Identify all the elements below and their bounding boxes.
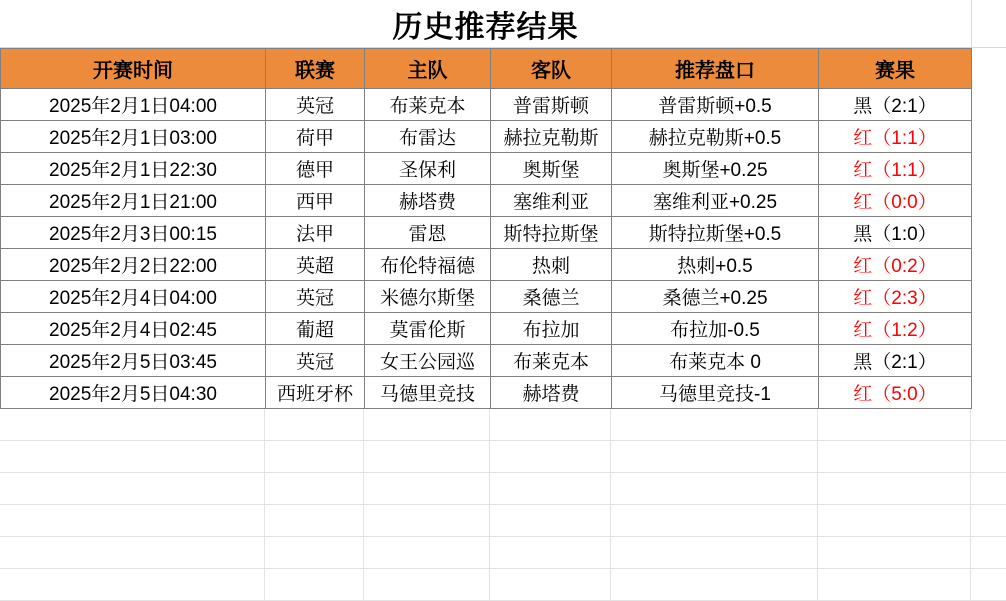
empty-cell[interactable]	[0, 473, 265, 505]
cell-away[interactable]: 奥斯堡	[491, 153, 612, 185]
cell-home[interactable]: 雷恩	[365, 217, 491, 249]
empty-cell[interactable]	[611, 473, 818, 505]
empty-cell[interactable]	[818, 441, 971, 473]
table-row	[1, 121, 972, 153]
cell-league[interactable]: 英超	[266, 249, 365, 281]
title-row	[0, 0, 1006, 48]
cell-time[interactable]: 2025年2月5日04:30	[1, 377, 266, 409]
cell-league[interactable]: 英冠	[266, 281, 365, 313]
cell-home[interactable]: 莫雷伦斯	[365, 313, 491, 345]
cell-pick[interactable]: 布拉加-0.5	[612, 313, 819, 345]
result-text: 红（1:1）	[853, 128, 937, 149]
empty-cell[interactable]	[818, 473, 971, 505]
empty-cell[interactable]	[265, 409, 364, 441]
result-text: 黑（2:1）	[853, 352, 937, 373]
empty-cell[interactable]	[0, 537, 265, 569]
table-row	[1, 345, 972, 377]
empty-row	[0, 505, 1006, 537]
cell-time[interactable]: 2025年2月3日00:15	[1, 217, 266, 249]
cell-result[interactable]	[819, 313, 972, 345]
cell-pick[interactable]: 普雷斯顿+0.5	[612, 89, 819, 121]
empty-cell[interactable]	[971, 473, 1006, 505]
column-header-pick[interactable]: 推荐盘口	[612, 49, 819, 89]
cell-result[interactable]	[819, 89, 972, 121]
result-text: 红（0:2）	[853, 256, 937, 277]
table-row	[1, 249, 972, 281]
empty-cell[interactable]	[971, 441, 1006, 473]
empty-row	[0, 537, 1006, 569]
empty-cell[interactable]	[265, 569, 364, 601]
cell-away[interactable]: 热刺	[491, 249, 612, 281]
empty-cell[interactable]	[611, 505, 818, 537]
empty-row	[0, 409, 1006, 441]
cell-pick[interactable]: 布莱克本 0	[612, 345, 819, 377]
empty-cell[interactable]	[611, 409, 818, 441]
cell-pick[interactable]: 奥斯堡+0.25	[612, 153, 819, 185]
empty-cell[interactable]	[490, 409, 611, 441]
empty-cell[interactable]	[490, 569, 611, 601]
cell-pick[interactable]: 马德里竞技-1	[612, 377, 819, 409]
column-header-time[interactable]: 开赛时间	[1, 49, 266, 89]
cell-away[interactable]: 赫拉克勒斯	[491, 121, 612, 153]
empty-cell[interactable]	[0, 441, 265, 473]
cell-league[interactable]: 英冠	[266, 345, 365, 377]
cell-league[interactable]: 法甲	[266, 217, 365, 249]
cell-home[interactable]: 马德里竞技	[365, 377, 491, 409]
empty-cell[interactable]	[0, 569, 265, 601]
cell-league[interactable]: 西班牙杯	[266, 377, 365, 409]
empty-row	[0, 473, 1006, 505]
cell-league[interactable]: 葡超	[266, 313, 365, 345]
cell-pick[interactable]: 桑德兰+0.25	[612, 281, 819, 313]
empty-cell[interactable]	[0, 505, 265, 537]
cell-home[interactable]: 赫塔费	[365, 185, 491, 217]
empty-cell[interactable]	[971, 505, 1006, 537]
empty-cell[interactable]	[611, 537, 818, 569]
empty-cell[interactable]	[971, 569, 1006, 601]
page-title: 历史推荐结果	[0, 0, 971, 48]
empty-cell[interactable]	[364, 537, 490, 569]
cell-league[interactable]: 西甲	[266, 185, 365, 217]
empty-cell[interactable]	[818, 569, 971, 601]
cell-result[interactable]	[819, 345, 972, 377]
column-header-league[interactable]: 联赛	[266, 49, 365, 89]
cell-pick[interactable]: 热刺+0.5	[612, 249, 819, 281]
cell-time[interactable]: 2025年2月5日03:45	[1, 345, 266, 377]
cell-time[interactable]: 2025年2月2日22:00	[1, 249, 266, 281]
cell-away[interactable]: 布拉加	[491, 313, 612, 345]
table-row	[1, 377, 972, 409]
empty-cell[interactable]	[364, 569, 490, 601]
cell-result[interactable]	[819, 377, 972, 409]
empty-cell[interactable]	[265, 473, 364, 505]
empty-cell[interactable]	[818, 505, 971, 537]
empty-cell[interactable]	[364, 409, 490, 441]
cell-away[interactable]: 塞维利亚	[491, 185, 612, 217]
result-text: 红（1:1）	[853, 160, 937, 181]
result-text: 红（2:3）	[853, 288, 937, 309]
cell-home[interactable]: 米德尔斯堡	[365, 281, 491, 313]
empty-cell[interactable]	[0, 409, 265, 441]
empty-cell[interactable]	[490, 473, 611, 505]
cell-league[interactable]: 英冠	[266, 89, 365, 121]
history-results-table	[0, 48, 972, 409]
cell-pick[interactable]: 赫拉克勒斯+0.5	[612, 121, 819, 153]
column-header-away[interactable]: 客队	[491, 49, 612, 89]
empty-cell[interactable]	[818, 537, 971, 569]
table-header-row	[1, 49, 972, 89]
cell-home[interactable]: 布雷达	[365, 121, 491, 153]
cell-result[interactable]	[819, 281, 972, 313]
empty-row	[0, 441, 1006, 473]
cell-result[interactable]	[819, 121, 972, 153]
empty-rows-area	[0, 409, 1006, 601]
cell-result[interactable]	[819, 217, 972, 249]
empty-cell[interactable]	[364, 441, 490, 473]
empty-cell[interactable]	[490, 441, 611, 473]
result-text: 黑（2:1）	[853, 96, 937, 117]
result-text: 红（1:2）	[853, 320, 937, 341]
empty-cell[interactable]	[818, 409, 971, 441]
cell-pick[interactable]: 斯特拉斯堡+0.5	[612, 217, 819, 249]
cell-time[interactable]: 2025年2月1日21:00	[1, 185, 266, 217]
cell-time[interactable]: 2025年2月1日04:00	[1, 89, 266, 121]
cell-time[interactable]: 2025年2月4日02:45	[1, 313, 266, 345]
table-row	[1, 89, 972, 121]
cell-time[interactable]: 2025年2月1日22:30	[1, 153, 266, 185]
cell-result[interactable]	[819, 153, 972, 185]
empty-cell[interactable]	[265, 537, 364, 569]
empty-cell[interactable]	[265, 441, 364, 473]
cell-away[interactable]: 桑德兰	[491, 281, 612, 313]
cell-result[interactable]	[819, 185, 972, 217]
table-row	[1, 313, 972, 345]
cell-home[interactable]: 布莱克本	[365, 89, 491, 121]
table-row	[1, 281, 972, 313]
cell-result[interactable]	[819, 249, 972, 281]
result-text: 红（0:0）	[853, 192, 937, 213]
cell-pick[interactable]: 塞维利亚+0.25	[612, 185, 819, 217]
empty-cell[interactable]	[364, 505, 490, 537]
column-header-home[interactable]: 主队	[365, 49, 491, 89]
column-header-result[interactable]: 赛果	[819, 49, 972, 89]
result-text: 红（5:0）	[853, 384, 937, 405]
empty-cell[interactable]	[364, 473, 490, 505]
empty-cell[interactable]	[490, 505, 611, 537]
cell-league[interactable]: 荷甲	[266, 121, 365, 153]
cell-home[interactable]: 女王公园巡	[365, 345, 491, 377]
empty-cell[interactable]	[490, 537, 611, 569]
cell-time[interactable]: 2025年2月4日04:00	[1, 281, 266, 313]
cell-away[interactable]: 普雷斯顿	[491, 89, 612, 121]
result-text: 黑（1:0）	[853, 224, 937, 245]
cell-home[interactable]: 圣保利	[365, 153, 491, 185]
cell-league[interactable]: 德甲	[266, 153, 365, 185]
empty-cell[interactable]	[265, 505, 364, 537]
table-row	[1, 153, 972, 185]
cell-away[interactable]: 赫塔费	[491, 377, 612, 409]
empty-cell[interactable]	[971, 537, 1006, 569]
title-row-filler	[971, 0, 1006, 48]
cell-home[interactable]: 布伦特福德	[365, 249, 491, 281]
cell-away[interactable]: 斯特拉斯堡	[491, 217, 612, 249]
empty-row	[0, 569, 1006, 601]
empty-cell[interactable]	[611, 441, 818, 473]
empty-cell[interactable]	[611, 569, 818, 601]
cell-away[interactable]: 布莱克本	[491, 345, 612, 377]
cell-time[interactable]: 2025年2月1日03:00	[1, 121, 266, 153]
table-row	[1, 217, 972, 249]
table-row	[1, 185, 972, 217]
empty-cell[interactable]	[971, 409, 1006, 441]
